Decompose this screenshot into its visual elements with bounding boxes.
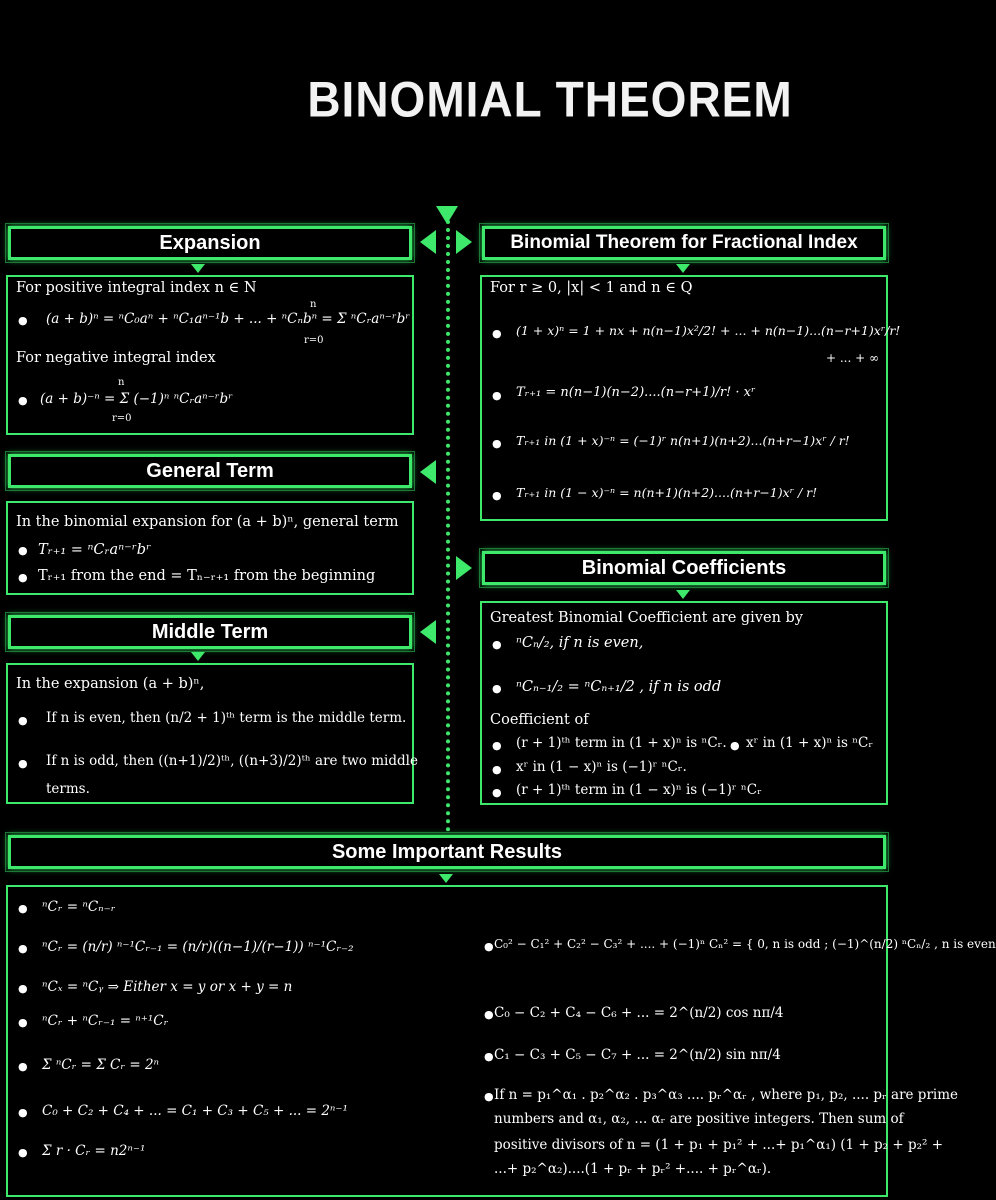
middle-m2b: terms. <box>46 781 90 797</box>
bullet-icon: ● <box>484 940 494 953</box>
bullet-icon: ● <box>484 1050 494 1063</box>
arrow-right-coefficients <box>456 556 472 580</box>
result-left-item: ⁿCᵣ + ⁿCᵣ₋₁ = ⁿ⁺¹Cᵣ <box>42 1013 169 1029</box>
result-left-item: C₀ + C₂ + C₄ + ... = C₁ + C₃ + C₅ + ... = 2ⁿ⁻¹ <box>42 1103 348 1119</box>
coefficients-c2: ⁿCₙ₋₁/₂ = ⁿCₙ₊₁/2 , if n is odd <box>516 679 722 695</box>
page-title: BINOMIAL THEOREM <box>307 70 793 128</box>
center-connector <box>446 220 450 832</box>
results-header: Some Important Results <box>8 835 886 869</box>
results-arrow <box>439 874 453 883</box>
bullet-icon: ● <box>18 314 28 327</box>
bullet-icon: ● <box>18 1106 28 1119</box>
bullet-icon: ● <box>492 682 502 695</box>
fractional-header: Binomial Theorem for Fractional Index <box>482 226 886 260</box>
fractional-arrow <box>676 264 690 273</box>
fractional-f4: Tᵣ₊₁ in (1 − x)⁻ⁿ = n(n+1)(n+2)....(n+r−1)xʳ / r! <box>516 485 818 500</box>
bullet-icon: ● <box>492 489 502 502</box>
coefficients-c5: (r + 1)ᵗʰ term in (1 − x)ⁿ is (−1)ʳ ⁿCᵣ <box>516 782 762 798</box>
result-right-item: C₀ − C₂ + C₄ − C₆ + ... = 2^(n/2) cos nπ/4 <box>494 1005 784 1021</box>
sum-lower-limit-pos: r=0 <box>304 335 324 346</box>
result-left-item: Σ ⁿCᵣ = Σ Cᵣ = 2ⁿ <box>42 1057 160 1073</box>
coefficients-c4: xʳ in (1 − x)ⁿ is (−1)ʳ ⁿCᵣ. <box>516 759 687 775</box>
middle-box <box>6 663 418 804</box>
coefficients-header: Binomial Coefficients <box>482 551 886 585</box>
bullet-icon: ● <box>18 902 28 915</box>
bullet-icon: ● <box>18 544 28 557</box>
expansion-box <box>6 275 414 435</box>
sum-upper-limit-pos: n <box>310 299 317 310</box>
result-right-item: numbers and α₁, α₂, ... αᵣ are positive integers. Then sum of <box>494 1111 904 1127</box>
bullet-icon: ● <box>492 786 502 799</box>
bullet-icon: ● <box>18 1016 28 1029</box>
coefficients-box <box>480 601 888 805</box>
coefficients-c3b: xʳ in (1 + x)ⁿ is ⁿCᵣ <box>746 735 874 751</box>
expansion-header: Expansion <box>8 226 412 260</box>
general-intro: In the binomial expansion for (a + b)ⁿ, general term <box>16 514 399 530</box>
result-right-item: C₁ − C₃ + C₅ − C₇ + ... = 2^(n/2) sin nπ/4 <box>494 1047 781 1063</box>
bullet-icon: ● <box>18 1146 28 1159</box>
expansion-intro-neg: For negative integral index <box>16 350 216 366</box>
result-right-item: ...+ p₂^α₂)....(1 + pᵣ + pᵣ² +.... + pᵣ^αᵣ). <box>494 1161 772 1177</box>
bullet-icon: ● <box>492 437 502 450</box>
bullet-icon: ● <box>492 739 502 752</box>
general-box <box>6 501 414 595</box>
results-box <box>6 885 996 1197</box>
coefficients-intro: Greatest Binomial Coefficient are given by <box>490 610 804 626</box>
fractional-intro: For r ≥ 0, |x| < 1 and n ∈ Q <box>490 280 693 296</box>
result-left-item: ⁿCₓ = ⁿCᵧ ⇒ Either x = y or x + y = n <box>42 979 293 995</box>
arrow-left-expansion <box>420 230 436 254</box>
bullet-icon: ● <box>18 757 28 770</box>
bullet-icon: ● <box>484 1008 494 1021</box>
coefficients-arrow <box>676 590 690 599</box>
result-right-item: C₀² − C₁² + C₂² − C₃² + .... + (−1)ⁿ Cₙ² = { 0, n is odd ; (−1)^(n/2) ⁿCₙ/₂ , n is even <box>494 937 996 951</box>
bullet-icon: ● <box>18 942 28 955</box>
bullet-icon: ● <box>18 982 28 995</box>
fractional-box <box>480 275 901 521</box>
arrow-right-fractional <box>456 230 472 254</box>
sum-lower-limit-neg: r=0 <box>112 413 132 424</box>
arrow-left-general <box>420 460 436 484</box>
bullet-icon: ● <box>492 327 502 340</box>
coefficients-of-label: Coefficient of <box>490 712 589 728</box>
bullet-icon: ● <box>492 763 502 776</box>
bullet-icon: ● <box>18 571 28 584</box>
coefficients-c1: ⁿCₙ/₂, if n is even, <box>516 635 644 651</box>
middle-intro: In the expansion (a + b)ⁿ, <box>16 676 205 692</box>
middle-header: Middle Term <box>8 615 412 649</box>
result-left-item: ⁿCᵣ = ⁿCₙ₋ᵣ <box>42 899 116 915</box>
top-arrow <box>436 206 458 224</box>
fractional-f1-tail: + ... + ∞ <box>826 351 879 365</box>
result-left-item: ⁿCᵣ = (n/r) ⁿ⁻¹Cᵣ₋₁ = (n/r)((n−1)/(r−1)) ⁿ⁻¹Cᵣ₋₂ <box>42 939 354 955</box>
bullet-icon: ● <box>730 739 740 752</box>
expansion-formula-pos: (a + b)ⁿ = ⁿC₀aⁿ + ⁿC₁aⁿ⁻¹b + ... + ⁿCₙbⁿ = Σ ⁿCᵣaⁿ⁻ʳbʳ <box>46 311 410 327</box>
bullet-icon: ● <box>18 714 28 727</box>
general-g2: Tᵣ₊₁ from the end = Tₙ₋ᵣ₊₁ from the beginning <box>38 568 376 584</box>
expansion-intro-pos: For positive integral index n ∈ N <box>16 280 257 296</box>
fractional-f2: Tᵣ₊₁ = n(n−1)(n−2)....(n−r+1)/r! · xʳ <box>516 385 756 400</box>
middle-m1: If n is even, then (n/2 + 1)ᵗʰ term is the middle term. <box>46 710 407 726</box>
middle-arrow <box>191 652 205 661</box>
expansion-arrow <box>191 264 205 273</box>
bullet-icon: ● <box>484 1090 494 1103</box>
result-right-item: If n = p₁^α₁ . p₂^α₂ . p₃^α₃ .... pᵣ^αᵣ , where p₁, p₂, .... pᵣ are prime <box>494 1087 959 1103</box>
general-header: General Term <box>8 454 412 488</box>
bullet-icon: ● <box>18 1060 28 1073</box>
bullet-icon: ● <box>492 638 502 651</box>
expansion-formula-neg: (a + b)⁻ⁿ = Σ (−1)ⁿ ⁿCᵣaⁿ⁻ʳbʳ <box>40 391 233 407</box>
fractional-f3: Tᵣ₊₁ in (1 + x)⁻ⁿ = (−1)ʳ n(n+1)(n+2)...(n+r−1)xʳ / r! <box>516 433 850 448</box>
bullet-icon: ● <box>18 394 28 407</box>
coefficients-c3: (r + 1)ᵗʰ term in (1 + x)ⁿ is ⁿCᵣ. <box>516 735 727 751</box>
bullet-icon: ● <box>492 389 502 402</box>
fractional-f1: (1 + x)ⁿ = 1 + nx + n(n−1)x²/2! + ... + n(n−1)...(n−r+1)xʳ/r! <box>516 323 901 338</box>
result-right-item: positive divisors of n = (1 + p₁ + p₁² + ...+ p₁^α₁) (1 + p₂ + p₂² + <box>494 1137 944 1153</box>
arrow-left-middle <box>420 620 436 644</box>
sum-upper-limit-neg: n <box>118 377 125 388</box>
general-g1: Tᵣ₊₁ = ⁿCᵣaⁿ⁻ʳbʳ <box>38 542 152 558</box>
middle-m2: If n is odd, then ((n+1)/2)ᵗʰ, ((n+3)/2)ᵗʰ are two middle <box>46 753 418 769</box>
result-left-item: Σ r · Cᵣ = n2ⁿ⁻¹ <box>42 1143 146 1159</box>
